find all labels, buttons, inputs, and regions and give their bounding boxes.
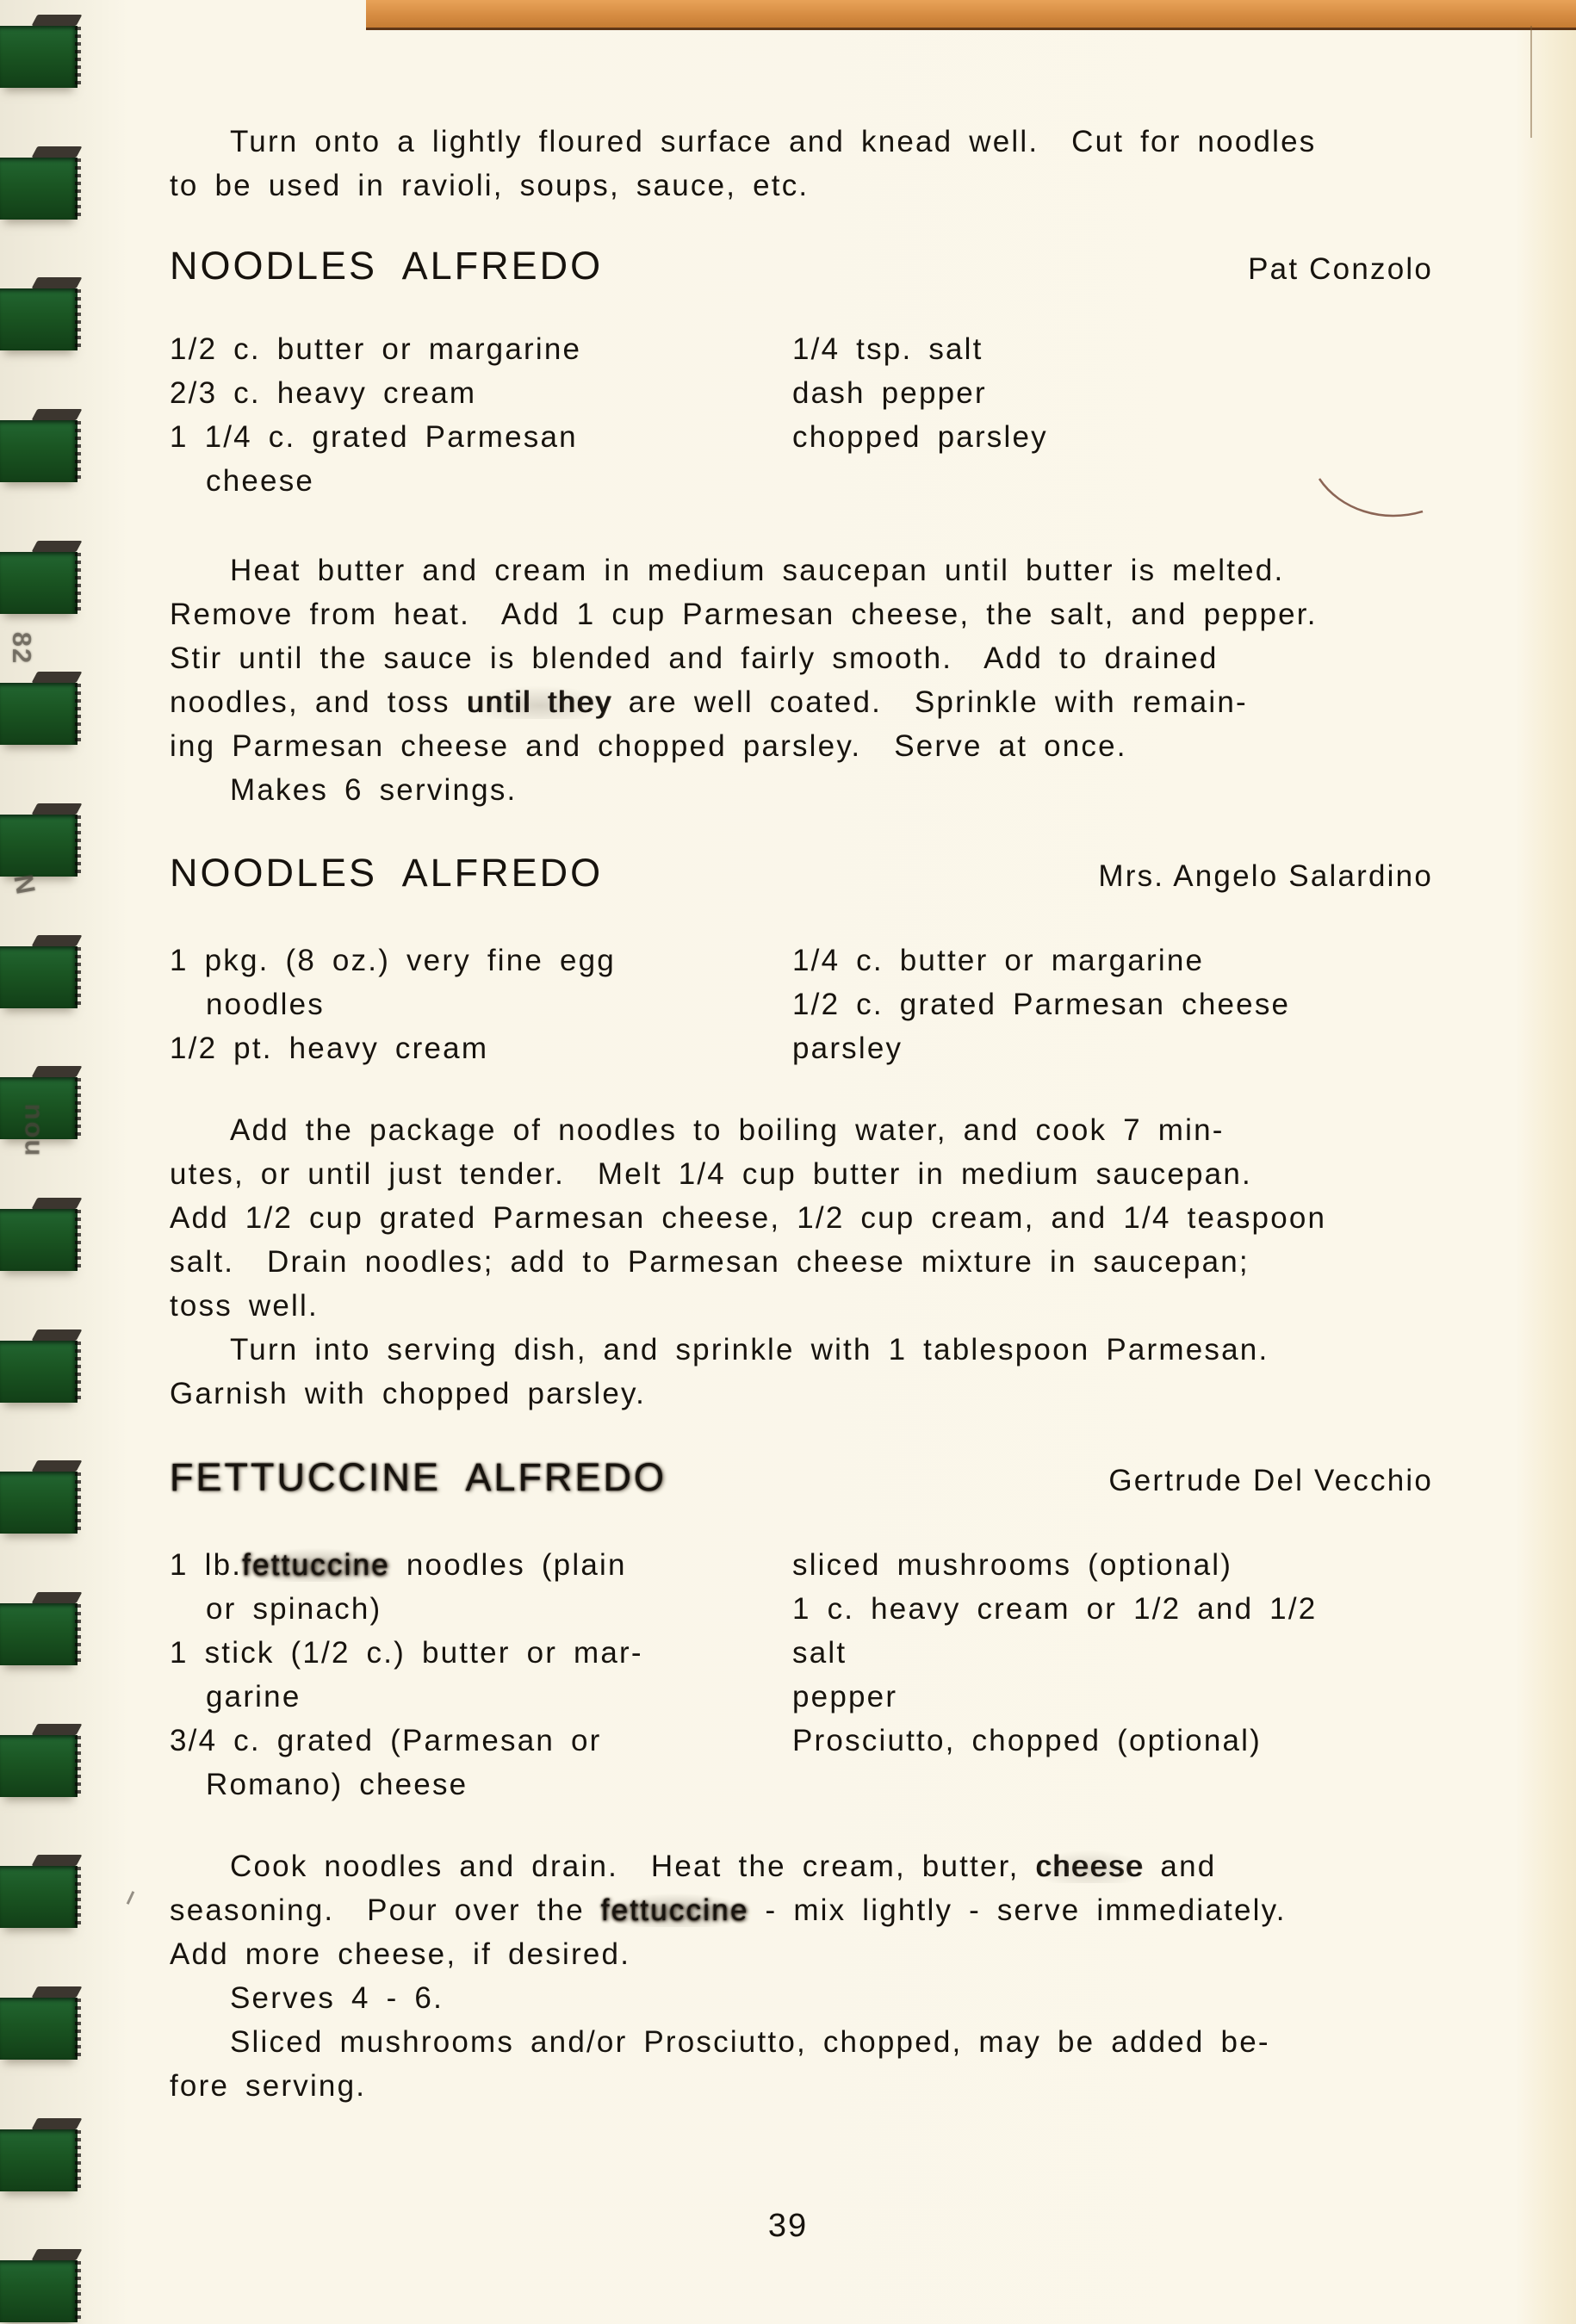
direction-line: Stir until the sauce is blended and fairly smooth. Add to drained <box>170 641 1219 675</box>
ingredients-left <box>170 1543 643 1807</box>
ingredient-line: 1/2 c. butter or margarine <box>170 332 582 366</box>
ingredient-line: garine <box>206 1680 301 1714</box>
direction-line <box>170 1888 1287 1932</box>
directions-paragraph <box>170 1844 1287 2108</box>
ingredient-line: Romano) cheese <box>206 1768 468 1801</box>
overstruck-text: fettuccine <box>600 1893 749 1927</box>
binding-tooth <box>0 1735 78 1797</box>
ingredient-line: 1/4 c. butter or margarine <box>792 944 1205 977</box>
ingredient-line: cheese <box>206 464 315 498</box>
ingredient-line: sliced mushrooms (optional) <box>792 1548 1233 1582</box>
ingredients-right <box>792 327 1048 459</box>
ingredient-line: chopped parsley <box>792 420 1048 454</box>
binding-tooth <box>0 1998 78 2060</box>
ingredient-line: dash pepper <box>792 376 987 410</box>
direction-line: Serves 4 - 6. <box>230 1981 444 2015</box>
ingredient-line: 1 1/4 c. grated Parmesan <box>170 420 578 454</box>
ingredient-line: 1 c. heavy cream or 1/2 and 1/2 <box>792 1592 1318 1626</box>
direction-line: Turn into serving dish, and sprinkle with 1 tablespoon Parmesan. <box>230 1333 1269 1367</box>
ingredient-line: 1/2 pt. heavy cream <box>170 1032 489 1065</box>
ingredient-line: or spinach) <box>206 1592 382 1626</box>
binding-tooth <box>0 1866 78 1928</box>
binding-print-through: nou <box>19 1103 50 1158</box>
text-segment: and <box>1144 1850 1217 1883</box>
direction-line: Heat butter and cream in medium saucepan until butter is melted. <box>230 554 1285 587</box>
text-segment: - mix lightly - serve immediately. <box>748 1893 1287 1927</box>
ingredient-line: 1 pkg. (8 oz.) very fine egg <box>170 944 616 977</box>
ingredients-left <box>170 327 581 503</box>
page-number: 39 <box>767 2208 809 2244</box>
spiral-binding <box>0 0 99 2324</box>
ingredient-line: 2/3 c. heavy cream <box>170 376 477 410</box>
direction-line <box>170 1844 1287 1888</box>
binding-tooth <box>0 2260 78 2322</box>
text-segment: noodles (plain <box>389 1548 627 1582</box>
recipe-heading-row <box>170 1454 1433 1500</box>
binding-tooth <box>0 26 78 88</box>
binding-print-through: 82 <box>7 631 38 666</box>
ingredients-right <box>792 939 1290 1070</box>
binding-tooth <box>0 158 78 220</box>
binding-tooth <box>0 420 78 482</box>
contributor-name: Gertrude Del Vecchio <box>1108 1464 1433 1497</box>
ingredient-line: noodles <box>206 988 326 1021</box>
binding-tooth <box>0 2129 78 2191</box>
contributor-name: Pat Conzolo <box>1248 252 1433 286</box>
direction-line <box>170 680 1318 724</box>
recipe-title: NOODLES ALFREDO <box>170 244 604 288</box>
text-line: Turn onto a lightly floured surface and knead well. Cut for noodles <box>230 125 1317 158</box>
page-edge-crease <box>1530 26 1532 138</box>
ingredient-line: 1/2 c. grated Parmesan cheese <box>792 988 1291 1021</box>
ingredient-line: parsley <box>792 1032 903 1065</box>
text-segment: Cook noodles and drain. Heat the cream, butter, <box>230 1850 1036 1883</box>
text-segment: seasoning. Pour over the <box>170 1893 601 1927</box>
overstruck-text: cheese <box>1035 1850 1145 1883</box>
pen-mark <box>1316 472 1428 536</box>
direction-line: salt. Drain noodles; add to Parmesan cheese mixture in saucepan; <box>170 1245 1250 1279</box>
binding-print-through: N <box>8 871 42 898</box>
text-segment: are well coated. Sprinkle with remain- <box>611 685 1248 719</box>
ingredient-line: 1/4 tsp. salt <box>792 332 983 366</box>
ingredient-line: pepper <box>792 1680 898 1714</box>
direction-line: Garnish with chopped parsley. <box>170 1377 647 1410</box>
ingredient-line: 3/4 c. grated (Parmesan or <box>170 1724 602 1757</box>
direction-line: fore serving. <box>170 2069 367 2103</box>
direction-line: Add the package of noodles to boiling water, and cook 7 min- <box>230 1113 1225 1147</box>
overstruck-text: until they <box>466 685 612 719</box>
direction-line: Add more cheese, if desired. <box>170 1937 631 1971</box>
ingredient-line: 1 stick (1/2 c.) butter or mar- <box>170 1636 643 1670</box>
direction-line: Add 1/2 cup grated Parmesan cheese, 1/2 cup cream, and 1/4 teaspoon <box>170 1201 1327 1235</box>
directions-paragraph <box>170 548 1318 812</box>
binding-tooth <box>0 1472 78 1534</box>
direction-line: toss well. <box>170 1289 319 1323</box>
binding-tooth <box>0 1341 78 1403</box>
stray-mark <box>127 1891 134 1905</box>
binding-tooth <box>0 1603 78 1665</box>
direction-line: Remove from heat. Add 1 cup Parmesan cheese, the salt, and pepper. <box>170 598 1318 631</box>
direction-line: ing Parmesan cheese and chopped parsley. Serve at once. <box>170 729 1127 763</box>
recipe-heading-row <box>170 850 1433 896</box>
ingredient-line <box>170 1543 643 1587</box>
ingredients-left <box>170 939 616 1070</box>
text-line: to be used in ravioli, soups, sauce, etc. <box>170 169 810 202</box>
intro-paragraph <box>170 120 1317 208</box>
scan-cover-band <box>366 0 1576 30</box>
binding-tooth <box>0 1209 78 1271</box>
overstruck-text: fettuccine <box>242 1548 390 1582</box>
ingredient-line: Prosciutto, chopped (optional) <box>792 1724 1262 1757</box>
binding-tooth <box>0 815 78 877</box>
text-segment: noodles, and toss <box>170 685 467 719</box>
contributor-name: Mrs. Angelo Salardino <box>1098 859 1433 893</box>
binding-tooth <box>0 552 78 614</box>
text-segment: 1 lb. <box>170 1548 243 1582</box>
directions-paragraph <box>170 1108 1326 1416</box>
recipe-heading-row <box>170 243 1433 288</box>
binding-tooth <box>0 288 78 350</box>
binding-tooth <box>0 683 78 745</box>
direction-line: utes, or until just tender. Melt 1/4 cup butter in medium saucepan. <box>170 1157 1252 1191</box>
direction-line: Makes 6 servings. <box>230 773 518 807</box>
ingredients-right <box>792 1543 1317 1763</box>
binding-tooth <box>0 946 78 1008</box>
direction-line: Sliced mushrooms and/or Prosciutto, chopped, may be added be- <box>230 2025 1270 2059</box>
recipe-title: FETTUCCINE ALFREDO <box>170 1455 667 1499</box>
ingredient-line: salt <box>792 1636 847 1670</box>
recipe-title: NOODLES ALFREDO <box>170 851 604 895</box>
